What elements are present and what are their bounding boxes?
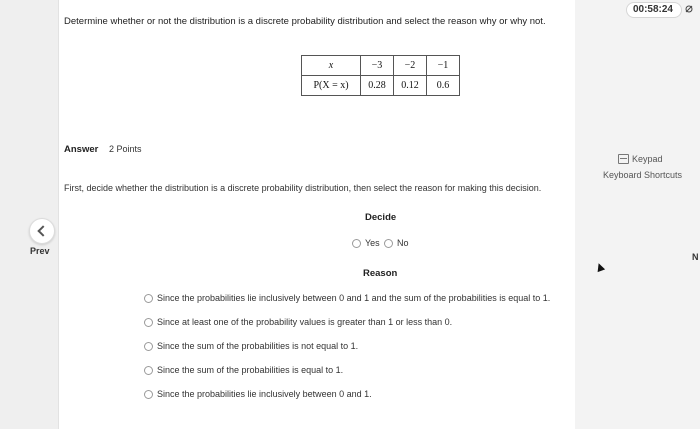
keypad-icon [618, 154, 629, 164]
table-row [302, 56, 460, 76]
table-cell-x: −3 [361, 56, 394, 76]
radio-icon[interactable] [384, 239, 393, 248]
distribution-table [301, 55, 460, 96]
table-cell-p: 0.28 [361, 76, 394, 96]
reason-option-label: Since at least one of the probability values is greater than 1 or less than 0. [157, 317, 453, 327]
radio-icon[interactable] [144, 366, 153, 375]
reason-option-label: Since the sum of the probabilities is equal to 1. [157, 365, 344, 375]
timer-value: 00:58:24 [632, 4, 673, 15]
reason-option-label: Since the sum of the probabilities is not equal to 1. [157, 341, 359, 351]
instruction-text: First, decide whether the distribution is a discrete probability distribution, then select the reason for making this decision. [64, 183, 542, 193]
table-cell-x: −1 [427, 56, 460, 76]
chevron-left-icon [37, 225, 48, 236]
prev-label[interactable]: Prev [30, 246, 50, 256]
question-text: Determine whether or not the distribution is a discrete probability distribution and select the reason why or why not. [64, 16, 546, 27]
keyboard-shortcuts-link[interactable]: Keyboard Shortcuts [603, 170, 683, 180]
table-cell-p: 0.6 [427, 76, 460, 96]
radio-icon[interactable] [144, 342, 153, 351]
reason-option[interactable] [144, 365, 343, 375]
keypad-label: Keypad [632, 153, 663, 164]
decide-no-label: No [397, 238, 409, 248]
radio-icon[interactable] [144, 294, 153, 303]
reason-option-label: Since the probabilities lie inclusively between 0 and 1. [157, 389, 372, 399]
reason-title: Reason [363, 268, 398, 279]
prev-button[interactable] [29, 218, 55, 244]
decide-yes-label: Yes [365, 238, 380, 248]
radio-icon[interactable] [352, 239, 361, 248]
table-row [302, 76, 460, 96]
timer-toggle-icon[interactable] [685, 5, 693, 13]
answer-points: 2 Points [109, 144, 142, 154]
table-header-x: x [302, 56, 361, 76]
right-rail [575, 0, 700, 429]
radio-icon[interactable] [144, 318, 153, 327]
reason-option[interactable] [144, 293, 550, 303]
table-cell-x: −2 [394, 56, 427, 76]
answer-label: Answer [64, 144, 99, 155]
radio-icon[interactable] [144, 390, 153, 399]
reason-option-label: Since the probabilities lie inclusively between 0 and 1 and the sum of the probabilities is equal to 1. [157, 293, 551, 303]
next-label[interactable]: N [692, 252, 699, 262]
table-cell-p: 0.12 [394, 76, 427, 96]
reason-option[interactable] [144, 389, 372, 399]
decide-yes-option[interactable] [352, 238, 380, 248]
timer [626, 2, 682, 18]
decide-title: Decide [365, 212, 397, 223]
keypad-button[interactable] [618, 151, 680, 166]
table-header-p: P(X = x) [302, 76, 361, 96]
reason-option[interactable] [144, 317, 452, 327]
decide-no-option[interactable] [384, 238, 409, 248]
left-rail [0, 0, 58, 429]
reason-option[interactable] [144, 341, 358, 351]
